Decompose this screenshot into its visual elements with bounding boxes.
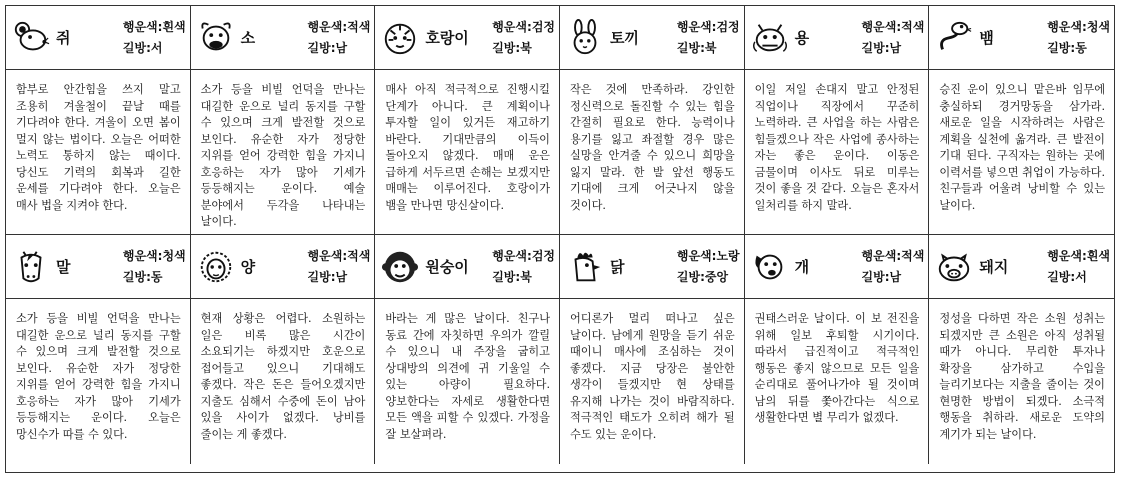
lucky-direction-value: 북	[704, 40, 717, 55]
lucky-direction-value: 남	[335, 269, 348, 284]
lucky-direction-key: 길방	[307, 40, 331, 55]
lucky-color-key: 행운색	[676, 19, 712, 34]
pig-icon	[935, 248, 973, 286]
lucky-direction-key: 길방	[676, 269, 701, 284]
lucky-direction-key: 길방	[676, 40, 701, 55]
fortune-info	[308, 17, 371, 59]
zodiac-fortune-grid	[5, 5, 1115, 473]
lucky-color-value: 흰색	[1086, 248, 1110, 263]
fortune-text-rabbit: 작은 것에 만족하라. 강인한 정신력으로 돌진할 수 있는 힘을 간절히 필요로 한다. 능력이나 용기를 잃고 좌절할 경우 많은 실망을 안겨줄 수 있으니 희망을 잃지 말라. 한 발 앞선 행동도 기대에 크게 어긋나지 않을 것이다.	[560, 70, 745, 235]
lucky-color-key: 행운색	[861, 19, 897, 34]
lucky-direction-key: 길방	[307, 269, 331, 284]
lucky-direction-value: 남	[335, 40, 348, 55]
fortune-info	[123, 246, 186, 288]
fortune-info	[1047, 17, 1110, 59]
monkey-icon	[381, 248, 419, 286]
lucky-color-line: 행운색:흰색	[122, 19, 186, 34]
fortune-text-snake: 승진 운이 있으니 맡은바 임무에 충실하되 경거망동을 삼가라. 새로운 일을 시작하려는 사람은 계획을 실천에 옮겨라. 큰 발전이 기대 된다. 구직자는 원하는 곳에 이력서를 넣으면 취업이 가능하다. 친구들과 어울려 낭비할 수 있는 날이다.	[929, 70, 1114, 235]
lucky-color-line: 행운색:청색	[122, 248, 186, 263]
dragon-icon	[751, 19, 789, 57]
lucky-direction-value: 북	[520, 40, 532, 55]
lucky-color-value: 청색	[162, 248, 186, 263]
fortune-text-dog: 권태스러운 날이다. 이 보 전진을 위해 일보 후퇴할 시기이다. 따라서 급진적이고 적극적인 행동은 좋지 않으므로 모든 일을 순리대로 풀어나가야 될 것이며 남의 뒤를 쫓아간다는 식으로 생활한다면 별 무리가 없겠다.	[745, 299, 930, 464]
lucky-direction-value: 서	[150, 40, 163, 55]
lucky-color-value: 적색	[347, 248, 371, 263]
dog-icon	[751, 248, 789, 286]
fortune-info	[677, 17, 740, 59]
card-header-dog	[745, 235, 930, 299]
fortune-text-horse: 소가 등을 비빌 언덕을 만나는 대길한 운으로 널리 동지를 구할 수 있으며 크게 발전할 것으로 보인다. 유순한 자가 정당한 지위를 얻어 강력한 힘을 가지니 호응하는 자가 많아 기세가 등등해지는 운이다. 오늘은 망신수가 따를 수 있다.	[6, 299, 191, 464]
lucky-color-line: 행운색:적색	[307, 248, 371, 263]
lucky-direction-line: 길방:중앙	[676, 269, 729, 284]
rat-icon	[12, 19, 50, 57]
lucky-direction-key: 길방	[122, 40, 147, 55]
lucky-direction-value: 남	[889, 269, 902, 284]
lucky-color-value: 적색	[901, 248, 925, 263]
lucky-color-key: 행운색	[1047, 248, 1082, 263]
rabbit-icon	[566, 19, 604, 57]
card-header-horse	[6, 235, 191, 299]
lucky-direction-line: 길방:북	[492, 269, 532, 284]
zodiac-name: 원숭이	[425, 258, 469, 276]
lucky-color-line: 행운색:적색	[861, 248, 925, 263]
lucky-color-key: 행운색	[492, 248, 527, 263]
fortune-info	[862, 246, 925, 288]
lucky-color-value: 검정	[531, 248, 555, 263]
fortune-text-dragon: 이일 저일 손대지 말고 안정된 직업이나 직장에서 꾸준히 노력하라. 큰 사업을 하는 사람은 힘들겠으나 작은 사업에 종사하는 자는 좋은 운이다. 이동은 금물이며 이사도 뒤로 미루는 것이 좋을 것 같다. 오늘은 혼자서 일처리를 하지 말라.	[745, 70, 930, 235]
lucky-color-line: 행운색:검정	[492, 248, 555, 263]
lucky-direction-value: 서	[1075, 269, 1087, 284]
lucky-direction-key: 길방	[861, 269, 885, 284]
lucky-color-key: 행운색	[676, 248, 712, 263]
lucky-direction-key: 길방	[122, 269, 147, 284]
fortune-text-monkey: 바라는 게 많은 날이다. 친구나 동료 간에 자칫하면 우의가 깔릴 수 있으니 내 주장을 굽히고 상대방의 의견에 귀 기울일 수 있는 아량이 필요하다. 양보한다는 자세로 생활한다면 모든 액을 피할 수 있겠다. 가정을 잘 보살펴라.	[375, 299, 560, 464]
fortune-text-ox: 소가 등을 비빌 언덕을 만나는 대길한 운으로 널리 동지를 구할 수 있으며 크게 발전할 것으로 보인다. 유순한 자가 정당한 지위를 얻어 강력한 힘을 가지니 호응하는 자가 많아 기세가 등등해지는 운이다. 예술 분야에서 두각을 나타내는 날이다.	[191, 70, 376, 235]
lucky-color-key: 행운색	[861, 248, 897, 263]
zodiac-name: 양	[240, 258, 256, 276]
lucky-color-line: 행운색:청색	[1047, 19, 1110, 34]
fortune-info	[492, 17, 555, 59]
zodiac-name: 용	[794, 29, 810, 47]
lucky-direction-value: 북	[520, 269, 532, 284]
lucky-direction-line: 길방:동	[1047, 40, 1087, 55]
zodiac-name: 닭	[610, 258, 625, 276]
zodiac-name: 돼지	[979, 258, 1009, 276]
fortune-info	[1047, 246, 1110, 288]
fortune-text-sheep: 현재 상황은 어렵다. 소원하는 일은 비록 많은 시간이 소요되기는 하겠지만 호운으로 접어들고 있으니 기대해도 좋겠다. 작은 돈은 들어오겠지만 지출도 심해서 수중에 돈이 남아 있을 사이가 없겠다. 낭비를 줄이는 게 좋겠다.	[191, 299, 376, 464]
lucky-color-value: 노랑	[716, 248, 740, 263]
lucky-color-line: 행운색:적색	[861, 19, 925, 34]
horse-icon	[12, 248, 50, 286]
fortune-info	[123, 17, 186, 59]
zodiac-name: 호랑이	[425, 29, 469, 47]
lucky-color-line: 행운색:적색	[307, 19, 371, 34]
lucky-direction-key: 길방	[492, 40, 516, 55]
lucky-direction-key: 길방	[1047, 269, 1071, 284]
lucky-color-key: 행운색	[307, 19, 343, 34]
lucky-direction-value: 동	[150, 269, 163, 284]
fortune-info	[308, 246, 371, 288]
lucky-color-key: 행운색	[492, 19, 527, 34]
lucky-direction-key: 길방	[492, 269, 516, 284]
fortune-info	[492, 246, 555, 288]
fortune-text-pig: 정성을 다하면 작은 소원 성취는 되겠지만 큰 소원은 아직 성취될 때가 아니다. 무리한 투자나 확장을 삼가하고 수입을 늘리기보다는 지출을 줄이는 것이 현명한 방법이 되겠다. 소극적 행동을 취하라. 새로운 도약의 계기가 되는 날이다.	[939, 312, 1105, 441]
card-header-tiger	[375, 6, 560, 70]
rooster-icon	[566, 248, 604, 286]
lucky-direction-line: 길방:남	[307, 40, 348, 55]
lucky-color-value: 적색	[901, 19, 925, 34]
lucky-direction-line: 길방:북	[492, 40, 532, 55]
card-header-monkey	[375, 235, 560, 299]
zodiac-name: 쥐	[56, 29, 71, 47]
lucky-color-value: 검정	[716, 19, 740, 34]
fortune-text-rooster: 어디론가 멀리 떠나고 싶은 날이다. 남에게 원망을 듣기 쉬운 때이니 매사에 조심하는 것이 좋겠다. 지금 당장은 불안한 생각이 들겠지만 현 상태를 유지해 나가는 것이 바람직하다. 적극적인 태도가 오히려 해가 될 수도 있는 운이다.	[560, 299, 745, 464]
zodiac-name: 토끼	[610, 29, 639, 47]
fortune-info	[862, 17, 925, 59]
lucky-direction-key: 길방	[1047, 40, 1071, 55]
fortune-text-rat: 함부로 안간힘을 쓰지 말고 조용히 겨울철이 끝날 때를 기다려야 한다. 겨울이 오면 봄이 멀지 않는 법이다. 오늘은 어떠한 노력도 통하지 않는 때이다. 당신도 기력의 회복과 길한 운세를 기다려야 한다. 오늘은 매사 법을 지켜야 한다.	[6, 70, 191, 235]
tiger-icon	[381, 19, 419, 57]
fortune-info	[677, 246, 740, 288]
card-header-rooster	[560, 235, 745, 299]
lucky-direction-line: 길방:남	[307, 269, 348, 284]
lucky-direction-value: 동	[1075, 40, 1087, 55]
lucky-color-key: 행운색	[307, 248, 343, 263]
card-header-sheep	[191, 235, 376, 299]
lucky-color-line: 행운색:노랑	[676, 248, 740, 263]
lucky-color-value: 검정	[531, 19, 555, 34]
lucky-color-key: 행운색	[122, 19, 158, 34]
lucky-direction-value: 남	[889, 40, 902, 55]
lucky-direction-line: 길방:남	[861, 269, 902, 284]
lucky-direction-line: 길방:서	[1047, 269, 1087, 284]
lucky-direction-line: 길방:북	[676, 40, 717, 55]
lucky-color-line: 행운색:검정	[492, 19, 555, 34]
lucky-direction-key: 길방	[861, 40, 885, 55]
ox-icon	[197, 19, 235, 57]
lucky-color-value: 청색	[1086, 19, 1110, 34]
lucky-direction-line: 길방:동	[122, 269, 163, 284]
fortune-text-tiger: 매사 아직 적극적으로 진행시킬 단계가 아니다. 큰 계획이나 투자할 일이 있거든 재고하기 바란다. 기대만큼의 이득이 돌아오지 않겠다. 매매 운은 급하게 서두르면 손해는 보겠지만 매매는 이루어진다. 호랑이가 뱀을 만나면 망신살이다.	[375, 70, 560, 235]
lucky-color-line: 행운색:검정	[676, 19, 740, 34]
lucky-color-value: 흰색	[162, 19, 186, 34]
card-header-rabbit	[560, 6, 745, 70]
snake-icon	[935, 19, 973, 57]
zodiac-name: 말	[56, 258, 71, 276]
card-header-dragon	[745, 6, 930, 70]
lucky-color-value: 적색	[347, 19, 371, 34]
card-header-snake	[929, 6, 1114, 70]
lucky-color-key: 행운색	[122, 248, 158, 263]
card-header-ox	[191, 6, 376, 70]
card-header-pig	[929, 235, 1114, 299]
lucky-color-line: 행운색:흰색	[1047, 248, 1110, 263]
zodiac-name: 뱀	[979, 29, 994, 47]
zodiac-name: 소	[240, 29, 256, 47]
card-header-rat	[6, 6, 191, 70]
lucky-direction-value: 중앙	[704, 269, 729, 284]
lucky-color-key: 행운색	[1047, 19, 1082, 34]
zodiac-name: 개	[794, 258, 810, 276]
sheep-icon	[197, 248, 235, 286]
lucky-direction-line: 길방:남	[861, 40, 902, 55]
lucky-direction-line: 길방:서	[122, 40, 163, 55]
